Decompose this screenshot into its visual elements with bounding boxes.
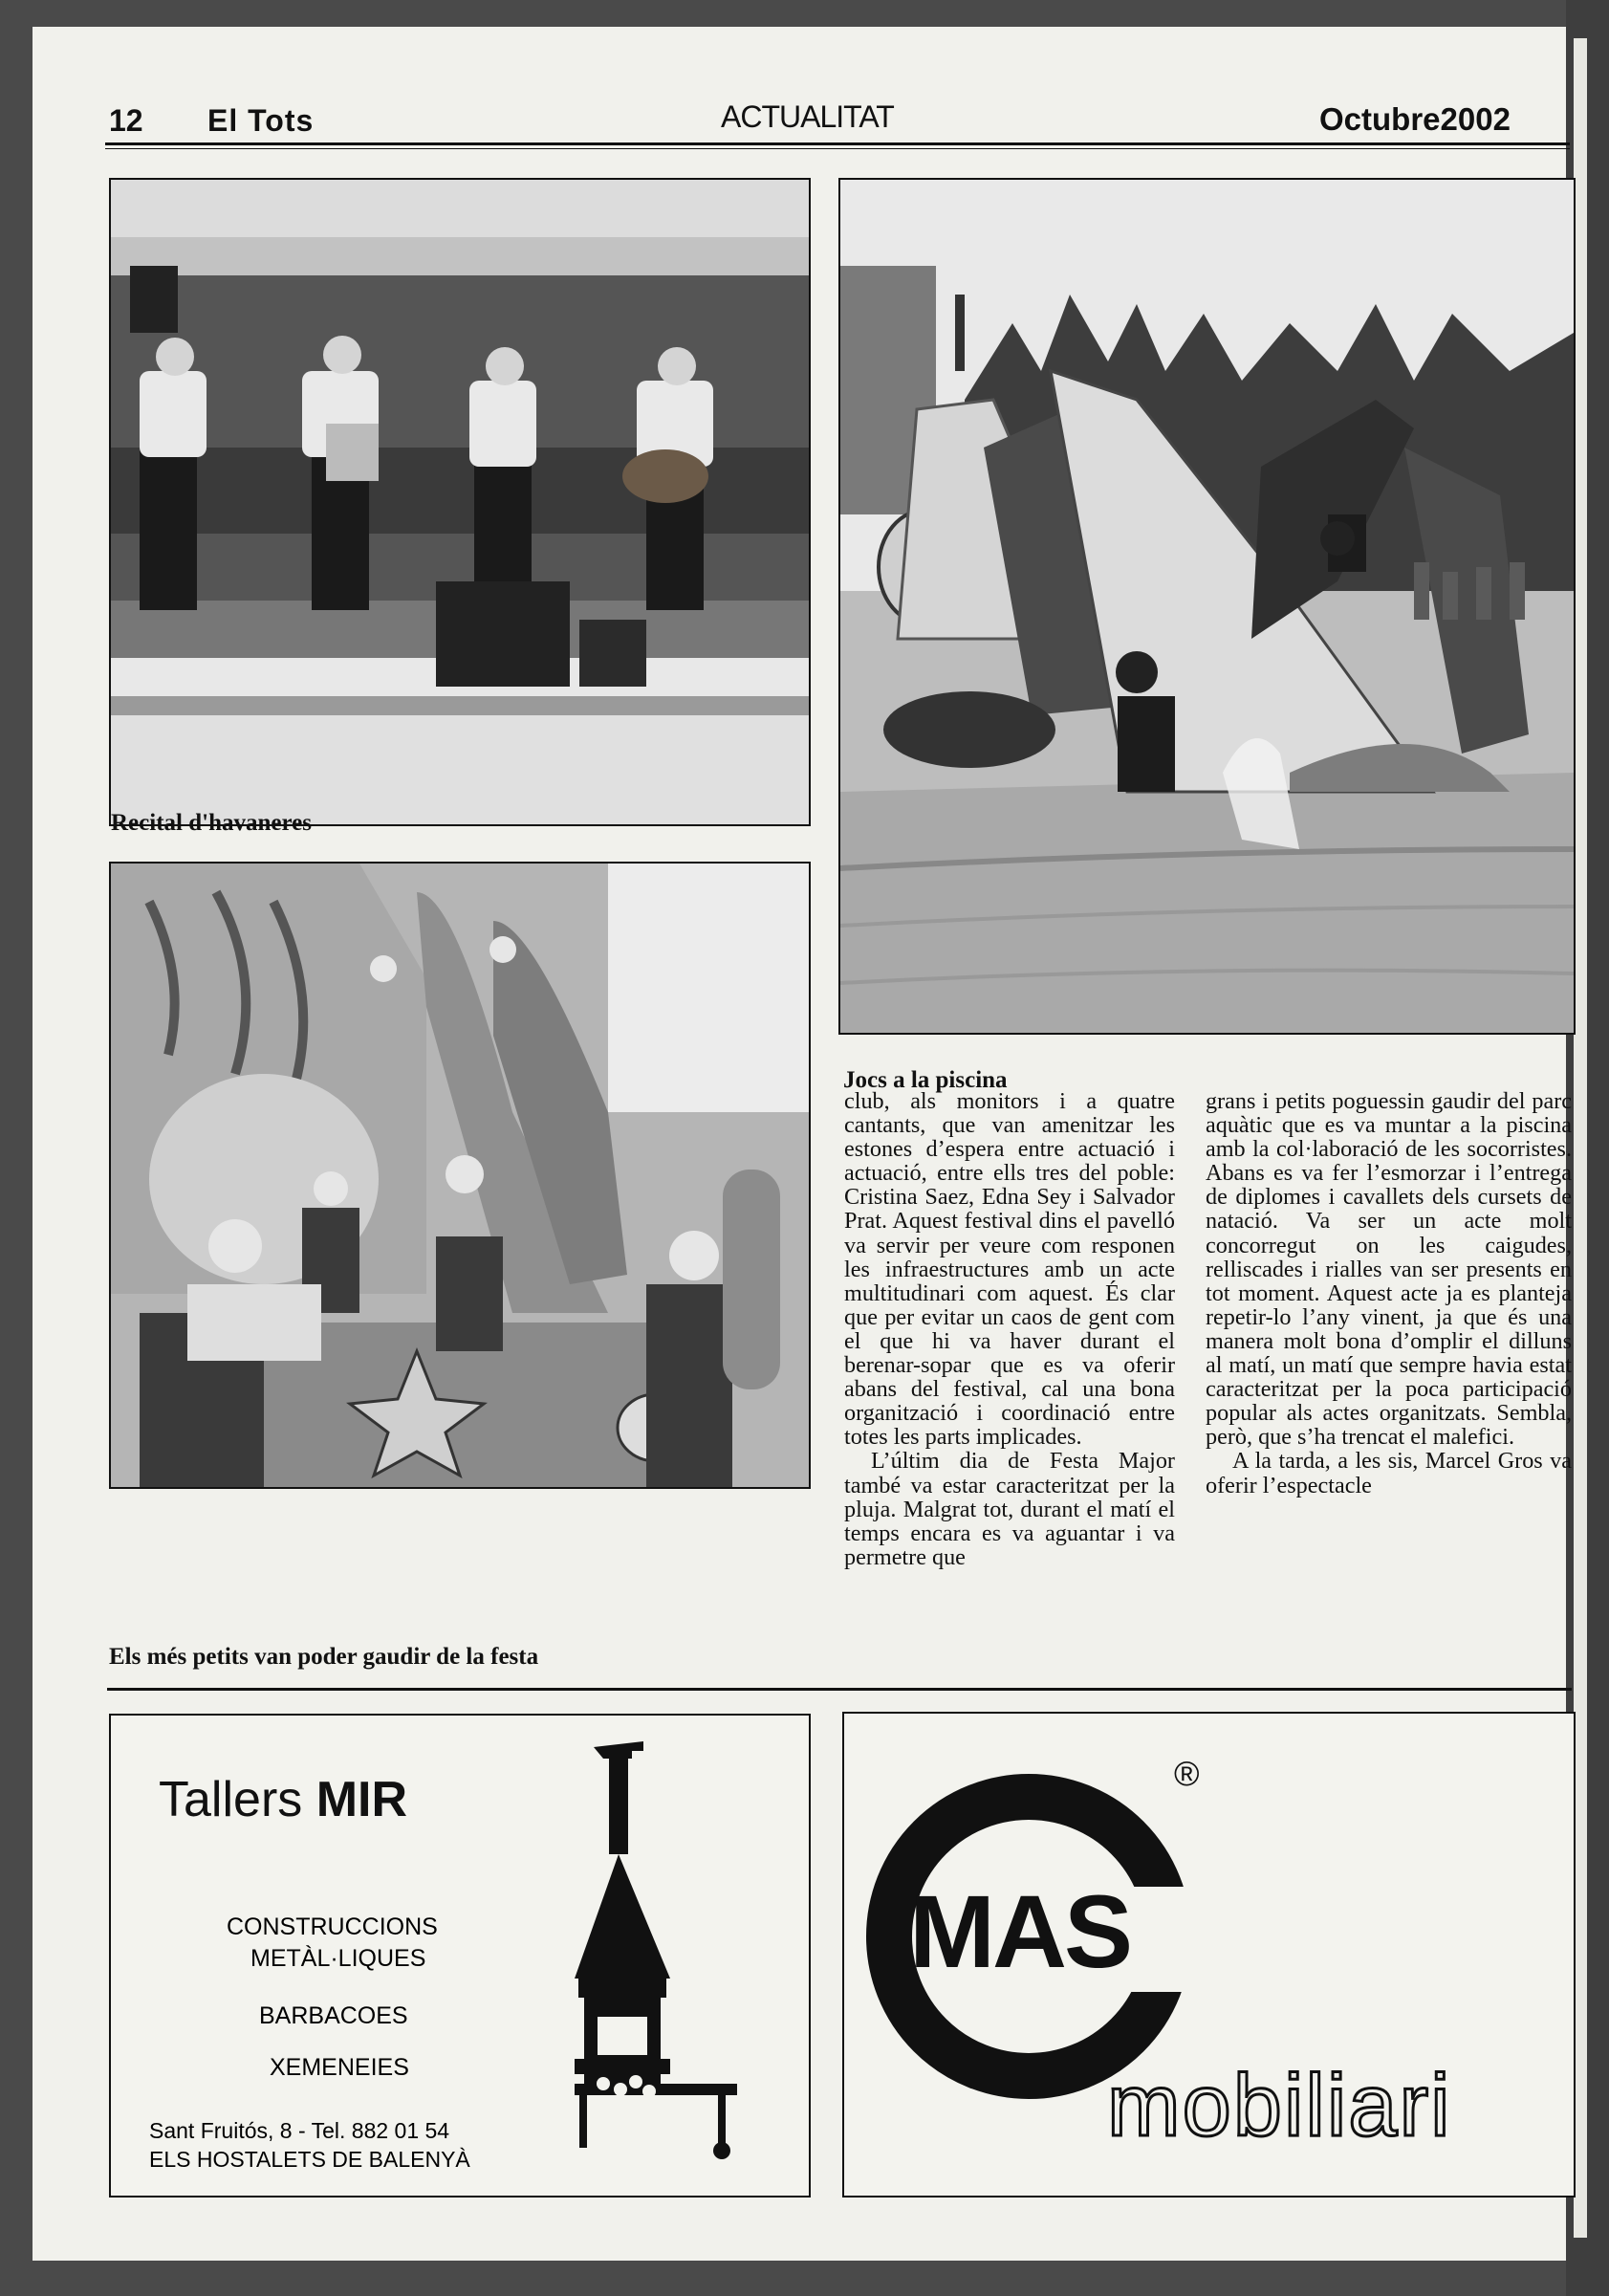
article-col1-paragraph-2: L’últim dia de Festa Major també va estar caracteritzat per la pluja. Malgrat tot, durant el matí el temps encara es va aguantar i va permetre que bbox=[844, 1448, 1175, 1570]
tallers-mir-line-1: CONSTRUCCIONS bbox=[227, 1913, 438, 1940]
section-title: ACTUALITAT bbox=[721, 99, 894, 134]
tallers-mir-name-light: Tallers bbox=[159, 1772, 316, 1827]
mas-tagline: mobiliari bbox=[1107, 2057, 1452, 2154]
article-col2-paragraph-2: A la tarda, a les sis, Marcel Gros va oferir l’espectacle bbox=[1206, 1448, 1572, 1498]
photo-havaneres bbox=[109, 178, 811, 826]
mas-registered-mark: ® bbox=[1174, 1754, 1200, 1793]
caption-piscina: Jocs a la piscina bbox=[843, 1067, 1008, 1093]
ad-tallers-mir bbox=[109, 1714, 811, 2198]
header-rule-thin bbox=[105, 148, 1570, 149]
caption-inflables: Els més petits van poder gaudir de la festa bbox=[109, 1644, 539, 1670]
ads-separator-rule bbox=[107, 1688, 1572, 1691]
photo-inflables bbox=[109, 862, 811, 1489]
tallers-mir-line-3: BARBACOES bbox=[259, 2002, 408, 2029]
tallers-mir-line-4: XEMENEIES bbox=[270, 2054, 409, 2081]
article-col1-paragraph-1: club, als monitors i a quatre cantants, que van amenitzar les estones d’espera entre actuació i actuació, entre ells tres del poble: Cristina Saez, Edna Sey i Salvador Prat. Aquest festival dins el pavelló va servir per veure com responen les infraestructures amb un acte multitudinari com aquest. És clar que per evitar un caos de gent com el que hi va haver durant el berenar-sopar que es va oferir abans del festival, cal una bona organització i coordinació entre totes les parts implicades. bbox=[844, 1088, 1175, 1451]
issue-date: Octubre2002 bbox=[1319, 101, 1511, 137]
article-column-2 bbox=[1206, 1089, 1572, 1692]
barbecue-chimney-icon bbox=[575, 1739, 751, 2160]
next-page-edge bbox=[1574, 38, 1587, 2238]
newspaper-page bbox=[33, 27, 1572, 2261]
article-col2-paragraph-1: grans i petits poguessin gaudir del parc aquàtic que es va muntar a la piscina amb la col·laboració de les socorristes. Abans es va fer l’esmorzar i l’entrega de diplomes i cavallets dels cursets de natació. Va ser un acte molt concorregut on les caigudes, relliscades i rialles van ser presents en tot moment. Aquest acte ja es planteja repetir-lo l’any vinent, ja que és una manera molt bona d’omplir el dilluns al matí, un matí que sempre havia estat caracteritzat per la poca participació popular als actes organitzats. Sembla, però, que s’ha trencat el malefici. bbox=[1206, 1088, 1572, 1451]
caption-havaneres: Recital d'havaneres bbox=[111, 810, 312, 836]
tallers-mir-line-2: METÀL·LIQUES bbox=[250, 1945, 426, 1972]
photo-piscina bbox=[838, 178, 1576, 1035]
publication-name: El Tots bbox=[207, 103, 315, 138]
header-rule-thick bbox=[105, 142, 1570, 145]
ad-mas-mobiliari bbox=[842, 1712, 1576, 2198]
tallers-mir-name-bold: MIR bbox=[315, 1772, 408, 1827]
article-column-1 bbox=[844, 1089, 1175, 1692]
page-number: 12 bbox=[109, 103, 143, 138]
tallers-mir-address-1: Sant Fruitós, 8 - Tel. 882 01 54 bbox=[149, 2118, 450, 2143]
tallers-mir-address-2: ELS HOSTALETS DE BALENYÀ bbox=[149, 2147, 470, 2172]
tallers-mir-name bbox=[159, 1771, 407, 1828]
mas-logo-text: MAS bbox=[909, 1873, 1130, 1989]
